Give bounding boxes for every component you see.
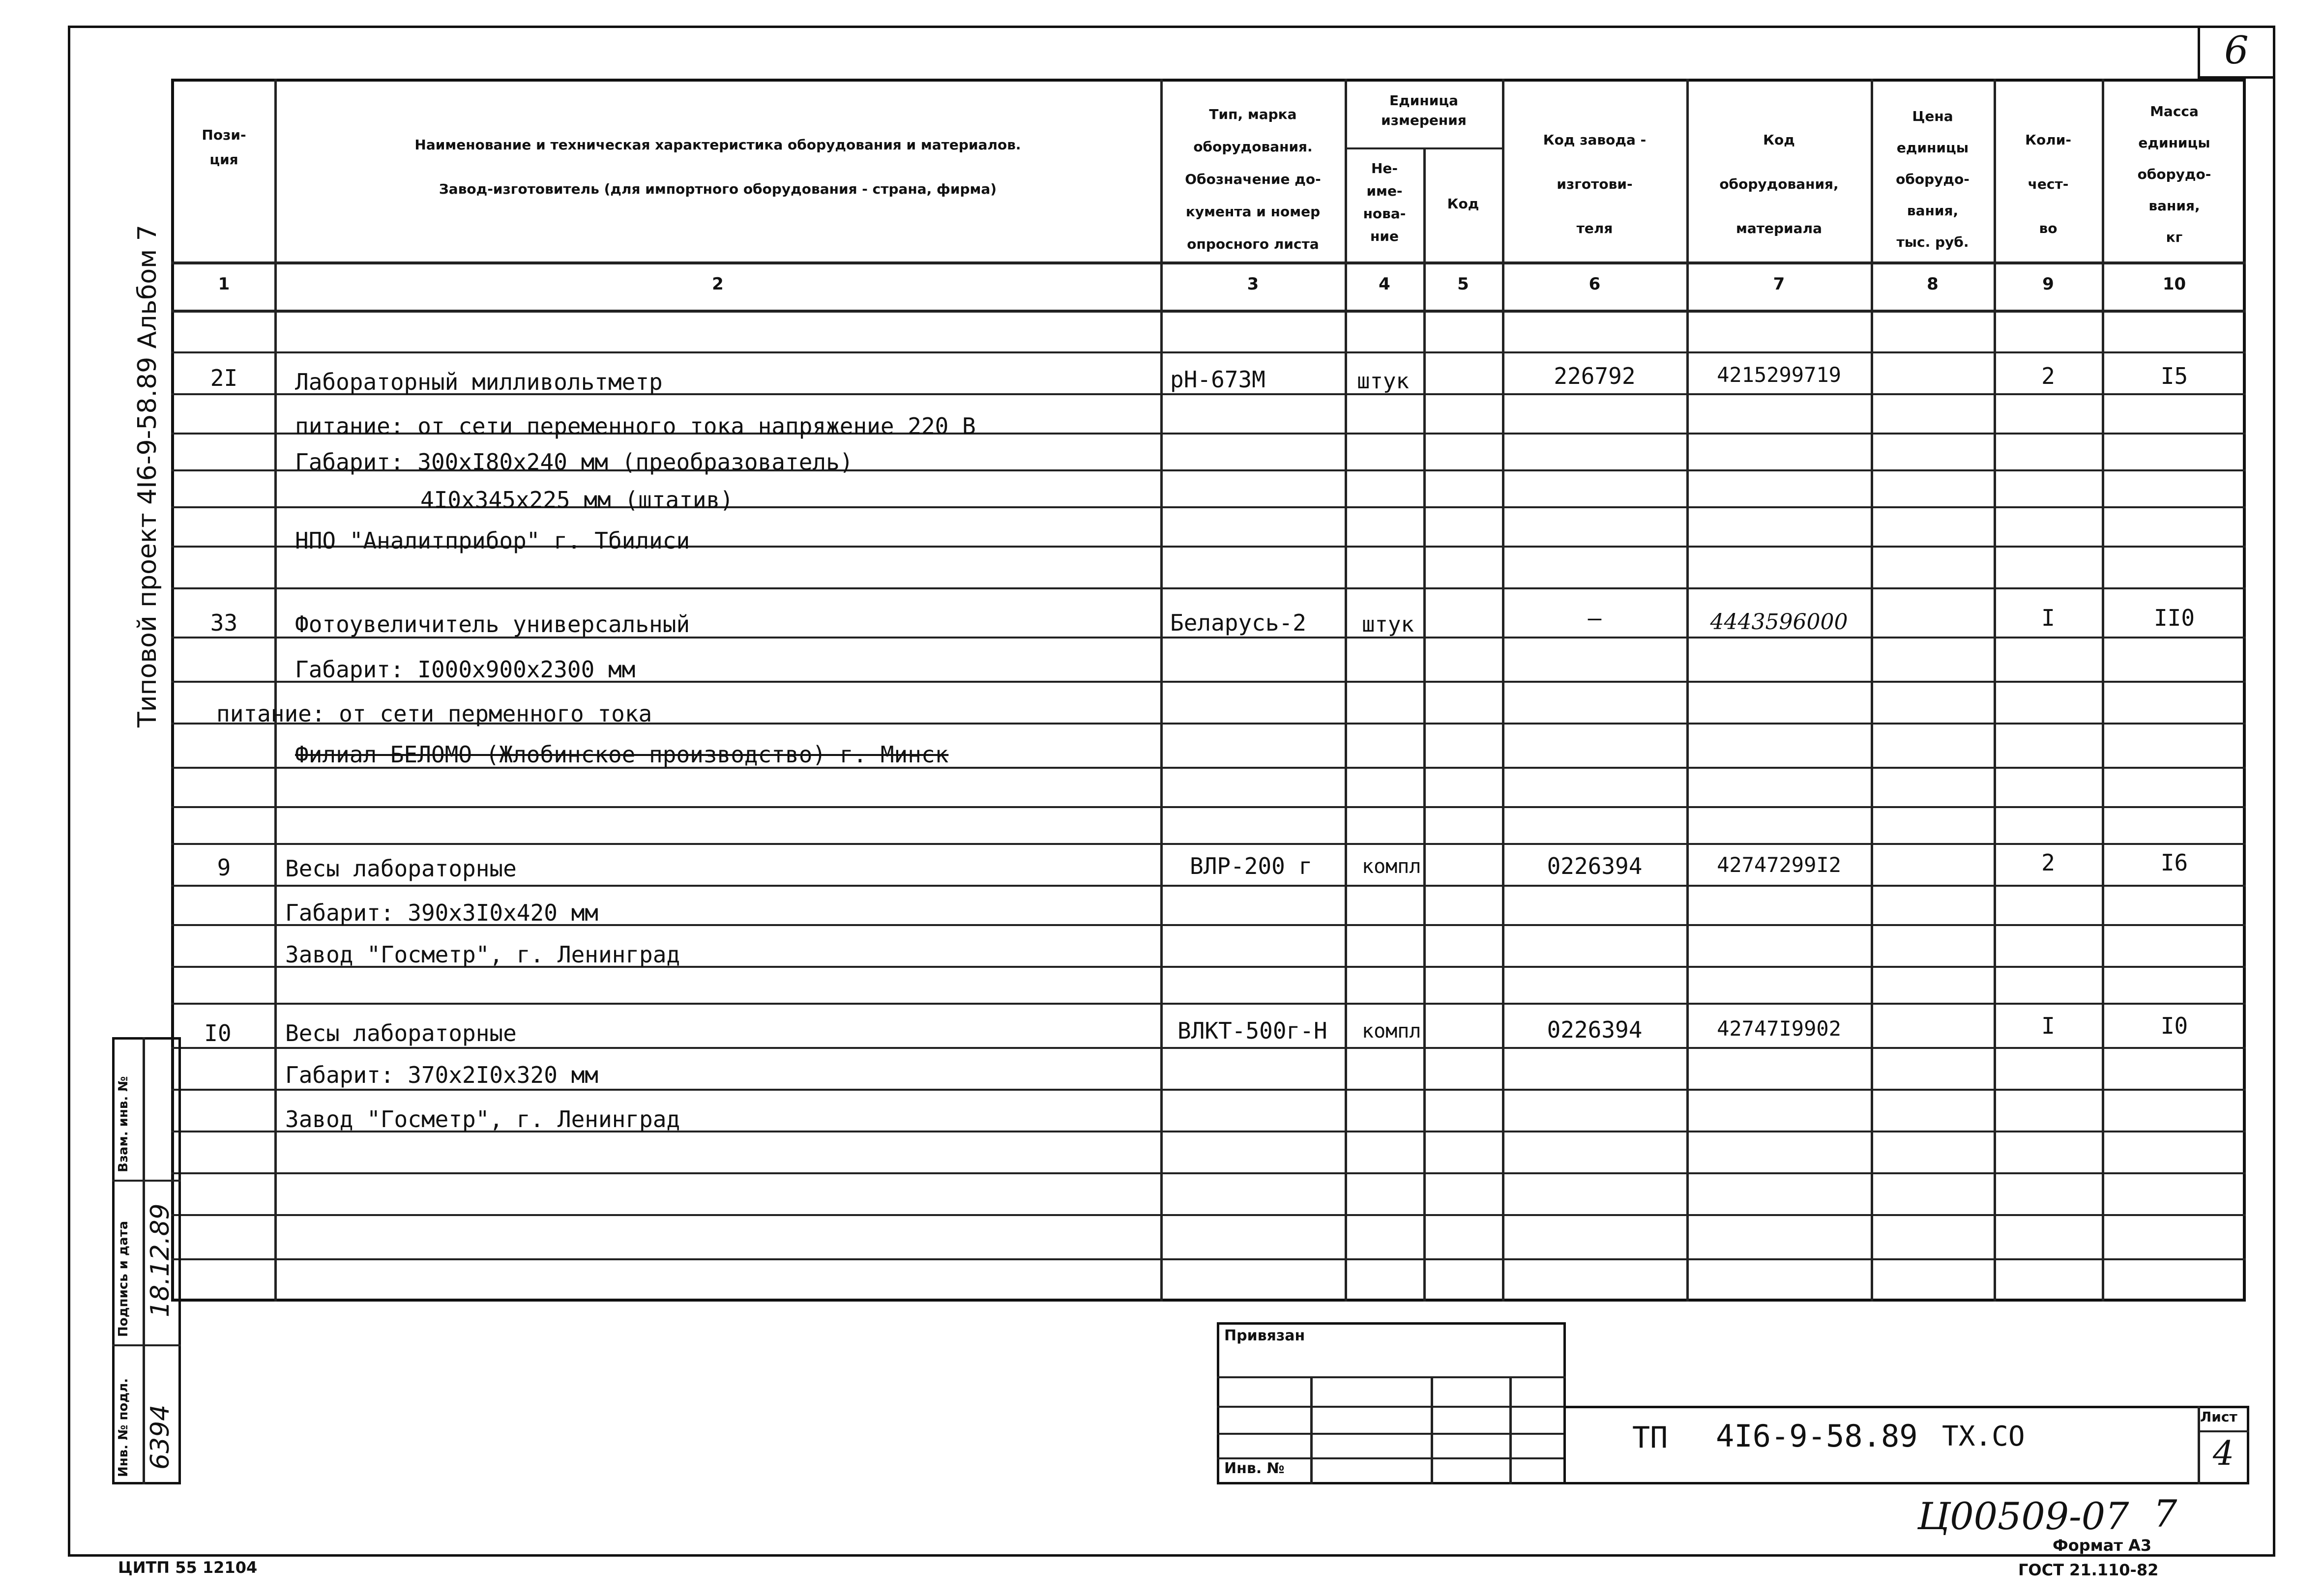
row-plant-code: 226792 (1554, 363, 1636, 389)
row-qty: I (2041, 1013, 2055, 1039)
colnum-3: 3 (1247, 274, 1259, 294)
header-qty: Коли- чест- во (2025, 132, 2071, 236)
tp-label: ТП (1632, 1421, 1668, 1455)
left-stamp-sign-date-value: 18.12.89 (146, 1203, 175, 1317)
privyazan-line (1310, 1376, 1313, 1484)
row-name: НПО "Аналитприбор" г. Тбилиси (295, 527, 690, 554)
row-unit: компл (1362, 1020, 1421, 1043)
row-line (171, 843, 2246, 845)
row-line (171, 885, 2246, 887)
unit-header-line (1345, 147, 1502, 149)
row-line (171, 587, 2246, 589)
privyazan-line (1217, 1376, 1566, 1378)
colnum-bottom-line (171, 310, 2246, 313)
header-unit-name: Не- име- нова- ние (1363, 160, 1406, 244)
row-qty: 2 (2041, 363, 2055, 389)
header-unit: Единица измерения (1381, 92, 1467, 128)
row-line (171, 1172, 2246, 1174)
doc-number: 4I6-9-58.89 (1716, 1418, 1918, 1454)
gost-label: ГОСТ 21.110-82 (2018, 1561, 2159, 1579)
left-stamp-line (143, 1037, 145, 1484)
row-mass: I5 (2160, 363, 2188, 389)
title-block-line (2198, 1430, 2249, 1432)
row-name: Габарит: 300хI80х240 мм (преобразователь) (295, 449, 853, 475)
row-name: питание: от сети переменного тока напряжение 220 В (295, 413, 976, 439)
row-equipment-code: 4215299719 (1717, 363, 1841, 387)
row-line (171, 1047, 2246, 1049)
colnum-4: 4 (1379, 274, 1390, 294)
header-position: Пози- ция (202, 127, 246, 168)
left-stamp-sign-date: Подпись и дата (116, 1220, 131, 1337)
colnum-9: 9 (2042, 274, 2054, 294)
row-plant-code: 0226394 (1547, 1016, 1643, 1043)
row-name: Весы лабораторные (285, 1020, 517, 1046)
header-type: Тип, марка оборудования. Обозначение до- кумента и номер опросного листа (1185, 106, 1321, 252)
doc-code: ТХ.СО (1942, 1421, 2025, 1452)
colnum-7: 7 (1773, 274, 1785, 294)
col-line (1423, 147, 1426, 1302)
row-name: 4I0х345х225 мм (штатив) (420, 487, 734, 513)
row-name: Габарит: 370х2I0х320 мм (285, 1062, 598, 1088)
inv-label: Инв. № (1224, 1460, 1285, 1477)
header-name: Наименование и техническая характеристика оборудования и материалов. Завод-изготовитель (для импортного оборудования - страна, фирма) (414, 137, 1021, 197)
row-pos: 33 (210, 609, 238, 636)
colnum-5: 5 (1457, 274, 1469, 294)
handwritten-num: 7 (2153, 1492, 2177, 1536)
header-unit-code: Код (1447, 196, 1479, 212)
row-line (171, 1089, 2246, 1091)
left-stamp-inv-podl-value: 6394 (146, 1404, 175, 1470)
row-plant-code: 0226394 (1547, 853, 1643, 879)
privyazan-line (1217, 1433, 1566, 1435)
row-pos: 2I (210, 365, 238, 391)
left-stamp-inv-podl: Инв. № подл. (116, 1378, 131, 1477)
row-mass: II0 (2153, 605, 2195, 631)
header-plant-code: Код завода - изготови- теля (1543, 132, 1647, 236)
row-equipment-code: 42747299I2 (1717, 853, 1841, 877)
format-label: Формат А3 (2053, 1536, 2152, 1555)
row-unit: компл (1362, 855, 1421, 878)
row-line (171, 351, 2246, 353)
row-unit: штук (1357, 369, 1409, 394)
side-title: Типовой проект 4I6-9-58.89 Альбом 7 (133, 225, 162, 727)
row-name: Габарит: 390х3I0х420 мм (285, 900, 598, 926)
row-name: Завод "Госметр", г. Ленинград (285, 941, 680, 968)
privyazan-label: Привязан (1224, 1327, 1305, 1344)
header-bottom-line (171, 261, 2246, 264)
row-name: Лабораторный милливольтметр (295, 369, 663, 395)
privyazan-line (1509, 1376, 1512, 1484)
row-type: Беларусь-2 (1170, 609, 1306, 636)
row-qty: 2 (2041, 849, 2055, 876)
row-mass: I6 (2160, 849, 2188, 876)
privyazan-line (1217, 1457, 1566, 1459)
row-mass: I0 (2160, 1013, 2188, 1039)
header-equipment-code: Код оборудования, материала (1719, 132, 1839, 236)
row-line (171, 1003, 2246, 1005)
row-equipment-code: 4443596000 (1710, 609, 1848, 635)
row-line (171, 806, 2246, 808)
row-name: Филиал БЕЛОМО (Жлобинское производство) г. Минск (295, 741, 949, 768)
row-unit: штук (1362, 612, 1414, 637)
row-qty: I (2041, 605, 2055, 631)
row-type: рН-673М (1170, 366, 1265, 393)
page-number: 6 (2224, 29, 2249, 73)
row-type: ВЛКТ-500г-Н (1177, 1017, 1327, 1044)
row-type: ВЛР-200 г (1190, 853, 1313, 879)
row-pos: I0 (204, 1020, 232, 1046)
citp-label: ЦИТП 55 12104 (118, 1558, 258, 1577)
colnum-10: 10 (2162, 274, 2186, 294)
colnum-1: 1 (218, 274, 230, 294)
row-line (171, 1214, 2246, 1216)
sheet-number: 4 (2212, 1434, 2235, 1473)
left-stamp-vzam: Взам. инв. № (116, 1076, 131, 1172)
privyazan-line (1431, 1376, 1433, 1484)
colnum-2: 2 (712, 274, 724, 294)
colnum-6: 6 (1588, 274, 1601, 294)
row-name: Весы лабораторные (285, 855, 517, 882)
row-pos: 9 (217, 854, 231, 881)
left-stamp-line (112, 1344, 181, 1346)
row-line (171, 1258, 2246, 1260)
row-name: питание: от сети перменного тока (216, 700, 652, 727)
colnum-8: 8 (1927, 274, 1939, 294)
row-name: Фотоувеличитель универсальный (295, 611, 690, 638)
row-equipment-code: 42747I9902 (1717, 1016, 1841, 1041)
privyazan-line (1217, 1406, 1566, 1408)
left-stamp-line (112, 1180, 181, 1182)
sheet-label: Лист (2200, 1409, 2237, 1425)
header-price: Цена единицы оборудо- вания, тыс. руб. (1896, 108, 1970, 250)
handwritten-code: Ц00509-07 (1917, 1494, 2129, 1538)
header-mass: Масса единицы оборудо- вания, кг (2137, 103, 2211, 245)
row-name: Завод "Госметр", г. Ленинград (285, 1106, 680, 1132)
row-name: Габарит: I000х900х2300 мм (295, 656, 636, 683)
row-plant-code: — (1588, 605, 1602, 631)
